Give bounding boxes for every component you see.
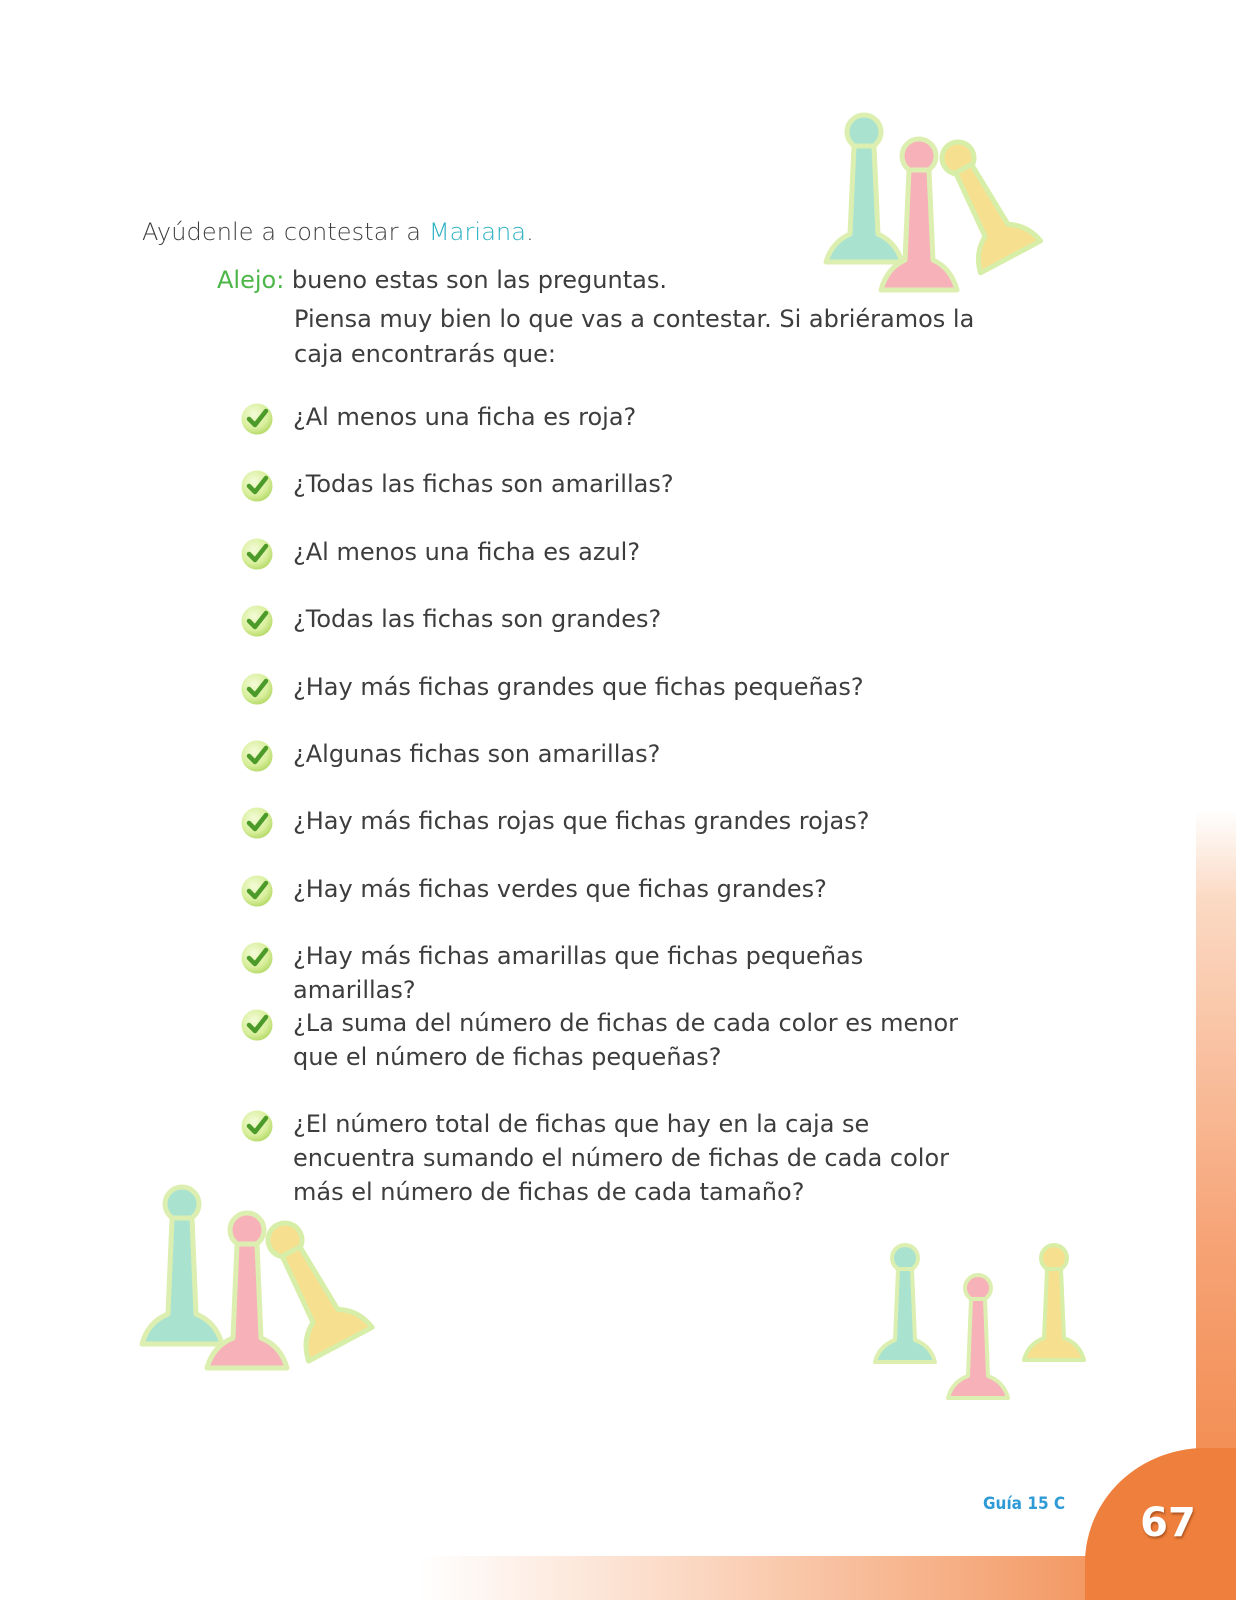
- dialogue-line: [217, 266, 667, 294]
- intro-name-mariana: Mariana: [428, 218, 527, 246]
- question-text: ¿Hay más fichas rojas que fichas grandes rojas?: [293, 807, 870, 835]
- green-check-icon: [240, 469, 274, 503]
- green-check-icon: [240, 402, 274, 436]
- question-text: ¿El número total de fichas que hay en la caja se encuentra sumando el número de fichas de cada color más el número de fichas de cada tamaño?: [293, 1110, 950, 1206]
- green-check-icon: [240, 537, 274, 571]
- question-text: ¿Todas las fichas son grandes?: [293, 605, 662, 633]
- pawn-group-bottom-left: [135, 1180, 385, 1400]
- green-check-icon: [240, 941, 274, 975]
- right-gradient-band: [1196, 0, 1236, 1600]
- dialogue-paragraph: Piensa muy bien lo que vas a contestar. Si abriéramos la caja encontrarás que:: [294, 305, 975, 368]
- pawn-group-top: [820, 108, 1050, 308]
- mint-pawn-icon: [826, 115, 902, 262]
- pink-pawn-icon: [948, 1275, 1008, 1398]
- question-text: ¿Todas las fichas son amarillas?: [293, 470, 674, 498]
- green-check-icon: [240, 604, 274, 638]
- question-text: ¿Hay más fichas amarillas que fichas pequeñas amarillas?: [293, 942, 864, 1004]
- green-check-icon: [240, 1008, 274, 1042]
- guide-label: Guía 15 C: [983, 1494, 1066, 1514]
- yellow-pawn-icon: [1024, 1245, 1084, 1360]
- mint-pawn-icon: [875, 1245, 935, 1362]
- question-text: ¿Algunas fichas son amarillas?: [293, 740, 661, 768]
- bottom-gradient-band: [0, 1556, 1236, 1600]
- dialogue-line-text: bueno estas son las preguntas.: [284, 266, 667, 294]
- question-text: ¿Hay más fichas verdes que fichas grandes?: [293, 875, 827, 903]
- green-check-icon: [240, 1109, 274, 1143]
- question-text: ¿Al menos una ficha es roja?: [293, 403, 637, 431]
- mint-pawn-icon: [142, 1187, 222, 1344]
- question-text: ¿Al menos una ficha es azul?: [293, 538, 641, 566]
- question-text: ¿La suma del número de fichas de cada color es menor que el número de fichas pequeñas?: [293, 1009, 959, 1071]
- green-check-icon: [240, 874, 274, 908]
- yellow-pawn-icon: [920, 128, 1040, 273]
- pawn-group-bottom-right: [858, 1238, 1098, 1428]
- green-check-icon: [240, 672, 274, 706]
- question-text: ¿Hay más fichas grandes que fichas pequeñas?: [293, 673, 864, 701]
- speaker-name: Alejo:: [217, 266, 285, 294]
- green-check-icon: [240, 739, 274, 773]
- intro-period: .: [526, 218, 534, 246]
- intro-text: Ayúdenle a contestar a: [142, 218, 429, 246]
- page-number: 67: [1140, 1500, 1196, 1546]
- intro-line: [142, 218, 534, 246]
- green-check-icon: [240, 806, 274, 840]
